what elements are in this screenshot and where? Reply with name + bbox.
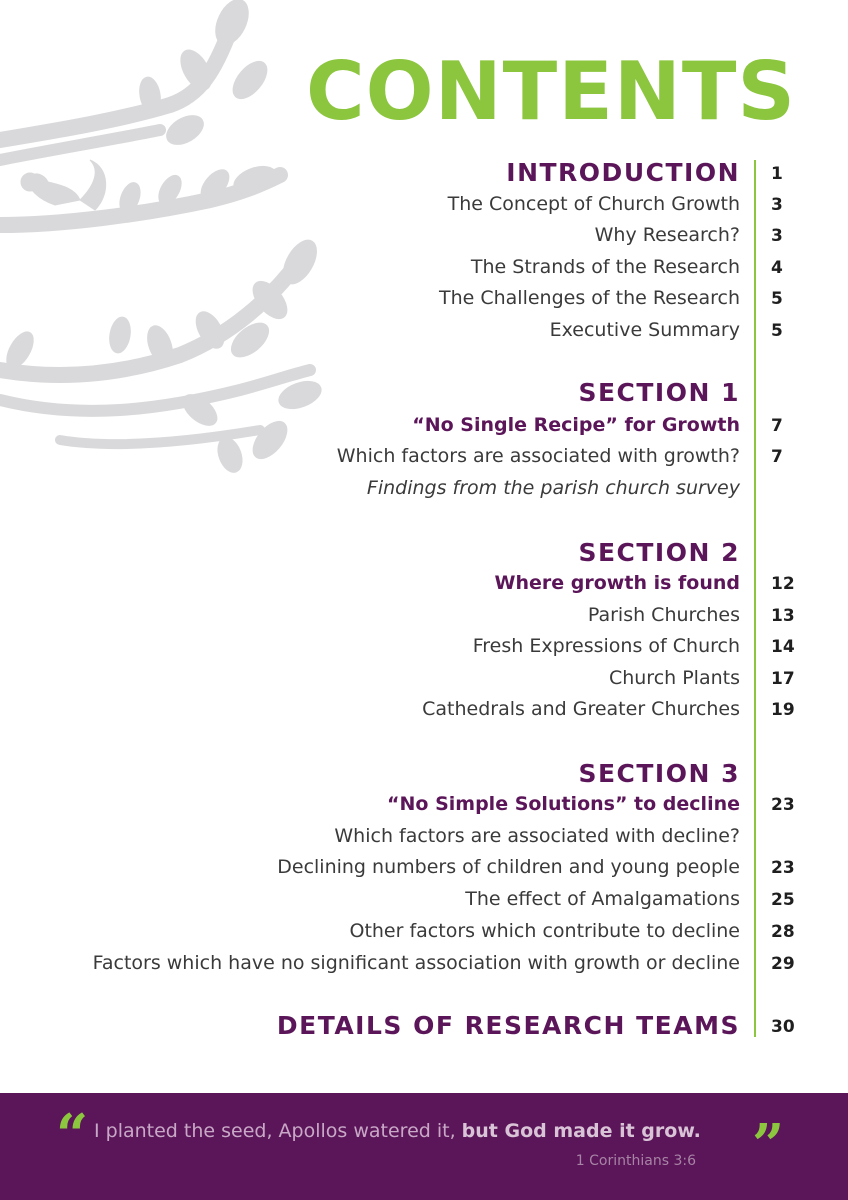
toc-page-number: 4 — [771, 258, 783, 278]
toc-section-heading — [0, 756, 848, 788]
toc-entry-label: The Strands of the Research — [470, 256, 740, 278]
toc-entry — [0, 945, 848, 977]
toc-page-number: 5 — [771, 289, 783, 309]
toc-page-number: 1 — [771, 164, 783, 184]
toc-page-number: 13 — [771, 606, 795, 626]
toc-entry — [0, 312, 848, 344]
toc-entry — [0, 881, 848, 913]
toc-page-number: 19 — [771, 700, 795, 720]
toc-entry-label: DETAILS OF RESEARCH TEAMS — [276, 1011, 740, 1040]
toc-entry — [0, 407, 848, 439]
toc-entry — [0, 660, 848, 692]
toc-page-number: 14 — [771, 637, 795, 657]
toc-entry-label: “No Simple Solutions” to decline — [387, 793, 740, 815]
toc-page-number: 30 — [771, 1017, 795, 1037]
toc-entry-label: The Concept of Church Growth — [447, 193, 740, 215]
toc-page-number: 29 — [771, 954, 795, 974]
toc-entry — [0, 249, 848, 281]
toc-entry-label: SECTION 3 — [578, 759, 740, 788]
toc-entry — [0, 691, 848, 723]
open-quote-mark: “ — [56, 1102, 89, 1168]
toc-entry — [0, 217, 848, 249]
toc-page-number: 7 — [771, 416, 783, 436]
toc-entry-label: Other factors which contribute to decline — [349, 920, 740, 942]
quote-text — [94, 1120, 701, 1143]
toc-entry-label: Church Plants — [608, 667, 740, 689]
toc-entry — [0, 565, 848, 597]
toc-page-number: 7 — [771, 447, 783, 467]
toc-page-number: 17 — [771, 669, 795, 689]
toc-entry-label: Executive Summary — [549, 319, 740, 341]
toc-entry-label: SECTION 1 — [578, 378, 740, 407]
toc-section-heading — [0, 1008, 848, 1040]
toc-entry-label: Why Research? — [594, 224, 740, 246]
toc-section-heading — [0, 375, 848, 407]
toc-entry — [0, 849, 848, 881]
toc-entry — [0, 818, 848, 850]
toc-entry-label: Parish Churches — [587, 604, 740, 626]
toc-entry-label: Which factors are associated with growth? — [336, 445, 740, 467]
toc-page-number: 28 — [771, 922, 795, 942]
toc-entry — [0, 597, 848, 629]
toc-page-number: 5 — [771, 321, 783, 341]
page-title: CONTENTS — [305, 45, 796, 138]
quote-citation: 1 Corinthians 3:6 — [575, 1153, 696, 1169]
quote-banner — [0, 1093, 848, 1200]
toc-page-number: 25 — [771, 890, 795, 910]
toc-entry — [0, 280, 848, 312]
toc-entry — [0, 470, 848, 502]
toc-entry-label: SECTION 2 — [578, 538, 740, 567]
toc-entry — [0, 186, 848, 218]
toc-entry — [0, 628, 848, 660]
toc-entry — [0, 913, 848, 945]
toc-page-number: 3 — [771, 226, 783, 246]
close-quote-mark: ” — [752, 1112, 785, 1178]
toc-section-heading — [0, 155, 848, 187]
toc-entry-label: Cathedrals and Greater Churches — [422, 698, 740, 720]
toc-page-number: 23 — [771, 795, 795, 815]
quote-plain-text: I planted the seed, Apollos watered it, — [94, 1120, 462, 1142]
toc-entry-label: The effect of Amalgamations — [465, 888, 740, 910]
toc-page-number: 23 — [771, 858, 795, 878]
toc-entry — [0, 438, 848, 470]
toc-entry-label: Factors which have no significant association with growth or decline — [92, 952, 740, 974]
toc-entry-label: Declining numbers of children and young people — [277, 856, 740, 878]
toc-section-heading — [0, 535, 848, 567]
toc-entry-label: The Challenges of the Research — [438, 287, 740, 309]
toc-entry-label: Findings from the parish church survey — [366, 477, 740, 499]
toc-entry-label: Where growth is found — [494, 572, 740, 594]
toc-entry-label: Fresh Expressions of Church — [472, 635, 740, 657]
toc-page-number: 3 — [771, 195, 783, 215]
toc-entry-label: “No Single Recipe” for Growth — [412, 414, 740, 436]
quote-bold-text: but God made it grow. — [461, 1120, 701, 1142]
toc-entry-label: Which factors are associated with decline? — [334, 825, 740, 847]
toc-entry — [0, 786, 848, 818]
toc-entry-label: INTRODUCTION — [506, 158, 740, 187]
toc-page-number: 12 — [771, 574, 795, 594]
